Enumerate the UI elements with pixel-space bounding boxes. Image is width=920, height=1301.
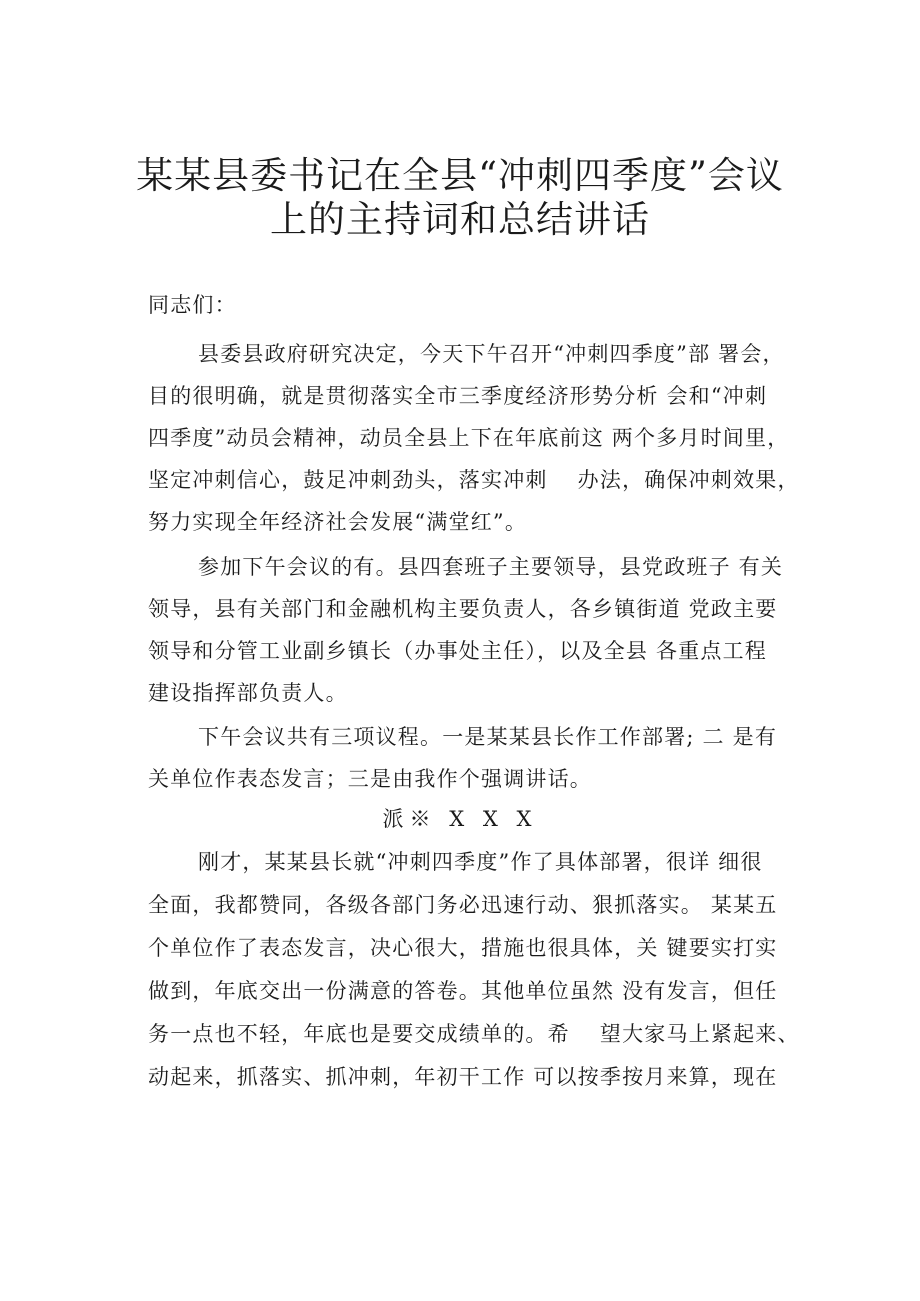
paragraph-line: 领导和分管工业副乡镇长（办事处主任），以及全县 各重点工程 (148, 639, 767, 663)
document-title-line-2: 上的主持词和总结讲话 (270, 198, 650, 241)
paragraph-line: 四季度”动员会精神，动员全县上下在年底前这 两个多月时间里， (148, 426, 790, 450)
document-title-line-1: 某某县委书记在全县“冲刺四季度”会议 (136, 154, 784, 197)
salutation: 同志们： (148, 293, 237, 317)
paragraph-line: 动起来，抓落实、抓冲刺，年初干工作 可以按季按月来算，现在 (148, 1065, 778, 1089)
paragraph-line: 县委县政府研究决定，今天下午召开“冲刺四季度”部 署会， (198, 342, 785, 366)
paragraph-line: 个单位作了表态发言，决心很大，措施也很具体，关 键要实打实 (148, 936, 778, 960)
paragraph-line: 关单位作表态发言；三是由我作个强调讲话。 (148, 767, 592, 791)
paragraph-line: 坚定冲刺信心，鼓足冲刺劲头，落实冲刺 办法，确保冲刺效果， (148, 468, 800, 492)
paragraph-line: 努力实现全年经济社会发展“满堂红”。 (148, 510, 528, 534)
paragraph-line: 目的很明确，就是贯彻落实全市三季度经济形势分析 会和“冲刺 (148, 384, 768, 408)
section-marker: 派※ X X X (382, 807, 538, 831)
paragraph-line: 下午会议共有三项议程。一是某某县长作工作部署; 二 是有 (198, 725, 778, 749)
paragraph-line: 全面，我都赞同，各级各部门务必迅速行动、狠抓落实。 某某五 (148, 893, 778, 917)
paragraph-line: 领导，县有关部门和金融机构主要负责人，各乡镇街道 党政主要 (148, 597, 778, 621)
paragraph-line: 建设指挥部负责人。 (148, 681, 348, 705)
paragraph-line: 做到，年底交出一份满意的答卷。其他单位虽然 没有发言，但任 (148, 979, 778, 1003)
paragraph-line: 务一点也不轻，年底也是要交成绩单的。希 望大家马上紧起来、 (148, 1022, 800, 1046)
paragraph-line: 参加下午会议的有。县四套班子主要领导，县党政班子 有关 (198, 555, 784, 579)
paragraph-line: 刚才，某某县长就“冲刺四季度”作了具体部署，很详 细很 (198, 850, 763, 874)
